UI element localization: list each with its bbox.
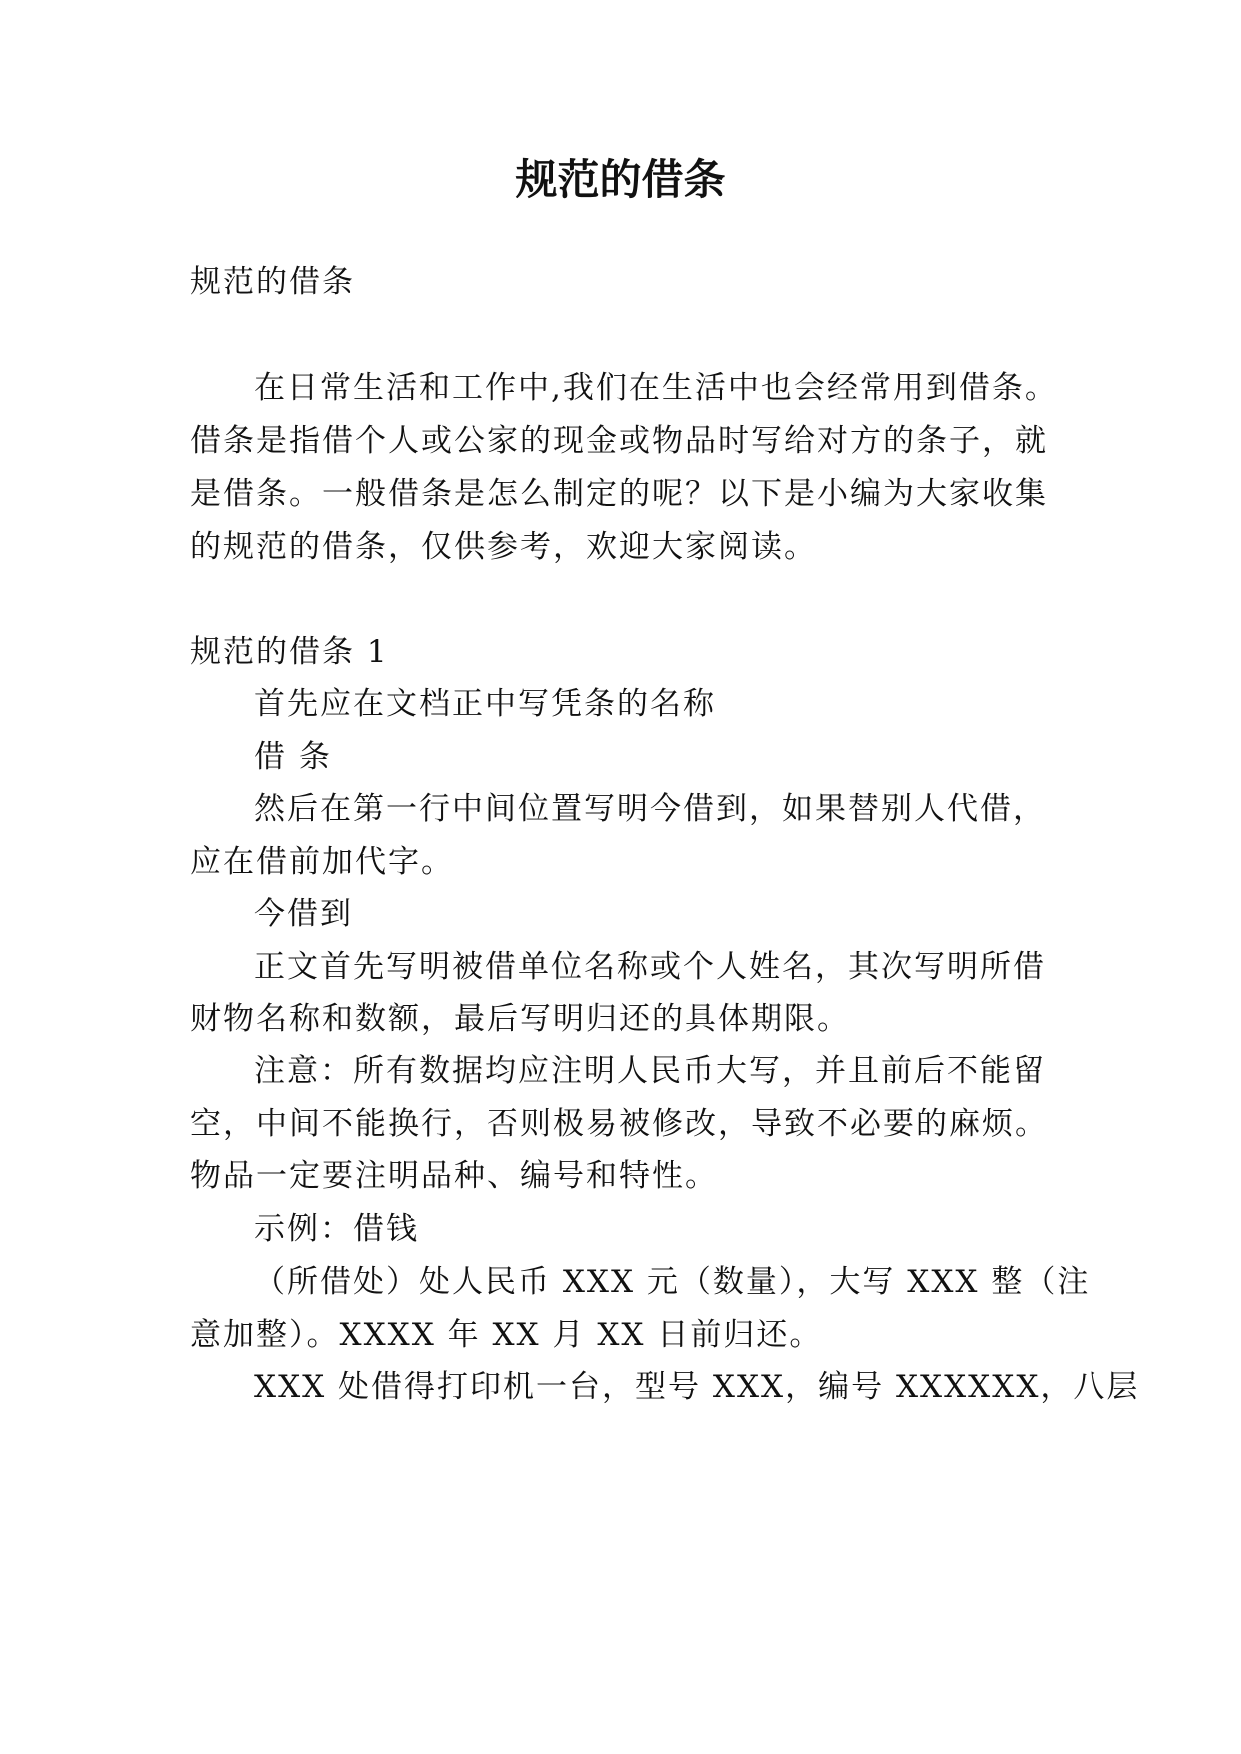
section-line-12: （所借处）处人民币 XXX 元（数量），大写 XXX 整（注 xyxy=(254,1264,1091,1300)
section-line-3: 然后在第一行中间位置写明今借到，如果替别人代借， xyxy=(254,791,1046,827)
section-line-11: 示例：借钱 xyxy=(254,1211,419,1247)
document-title: 规范的借条 xyxy=(515,155,726,204)
section-line-4: 应在借前加代字。 xyxy=(190,844,454,880)
document-subtitle: 规范的借条 xyxy=(190,264,355,300)
section-line-6: 正文首先写明被借单位名称或个人姓名，其次写明所借 xyxy=(254,949,1046,985)
section-line-7: 财物名称和数额，最后写明归还的具体期限。 xyxy=(190,1001,850,1037)
intro-line-2: 借条是指借个人或公家的现金或物品时写给对方的条子，就 xyxy=(190,423,1048,459)
section-line-2: 借 条 xyxy=(254,739,332,775)
intro-line-1: 在日常生活和工作中,我们在生活中也会经常用到借条。 xyxy=(254,370,1058,406)
section-heading: 规范的借条 1 xyxy=(190,634,389,670)
section-line-8: 注意：所有数据均应注明人民币大写，并且前后不能留 xyxy=(254,1053,1046,1089)
intro-line-4: 的规范的借条，仅供参考，欢迎大家阅读。 xyxy=(190,529,817,565)
intro-line-3: 是借条。一般借条是怎么制定的呢？以下是小编为大家收集 xyxy=(190,476,1048,512)
section-line-5: 今借到 xyxy=(254,896,353,932)
section-line-1: 首先应在文档正中写凭条的名称 xyxy=(254,686,716,722)
section-line-10: 物品一定要注明品种、编号和特性。 xyxy=(190,1158,718,1194)
section-line-13: 意加整）。XXXX 年 XX 月 XX 日前归还。 xyxy=(190,1317,823,1353)
section-line-9: 空，中间不能换行，否则极易被修改，导致不必要的麻烦。 xyxy=(190,1106,1048,1142)
section-line-14: XXX 处借得打印机一台，型号 XXX，编号 XXXXXX，八层 xyxy=(254,1369,1140,1405)
